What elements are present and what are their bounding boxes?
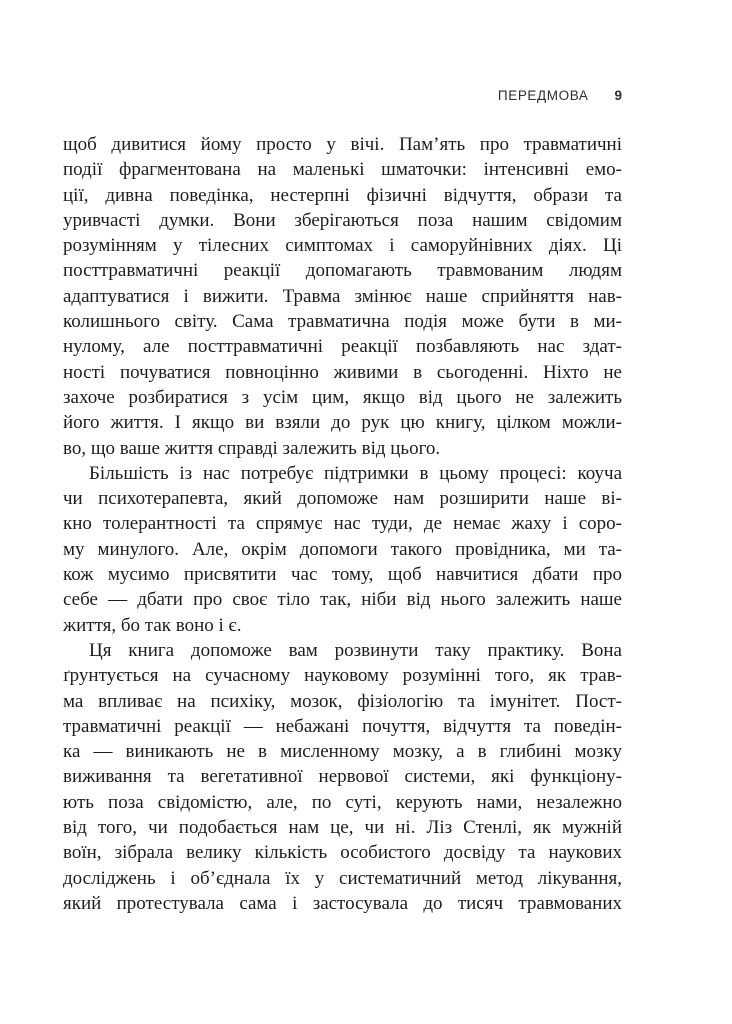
paragraph [63, 638, 622, 916]
text-line: Більшість із нас потребує підтримки в цьому процесі: коуча [89, 462, 622, 484]
text-line: воїн, зібрала велику кількість особистого досвіду та наукових [63, 842, 622, 864]
text-line: життя, бо так воно і є. [63, 614, 242, 636]
text-line: його життя. І якщо ви взяли до рук цю книгу, цілком можли- [63, 412, 622, 434]
text-line: ґрунтується на сучасному науковому розумінні того, як трав- [63, 665, 622, 687]
text-line: який протестувала сама і застосувала до тисяч травмованих [63, 892, 622, 914]
text-line: му минулого. Але, окрім допомоги такого провідника, ми та- [63, 538, 622, 560]
paragraph [63, 132, 622, 461]
text-line: уривчасті думки. Вони зберігаються поза нашим свідомим [63, 209, 622, 231]
text-line: адаптуватися і вижити. Травма змінює наше сприйняття нав- [63, 285, 622, 307]
text-line: во, що ваше життя справді залежить від цього. [63, 437, 441, 459]
text-line: події фрагментована на маленькі шматочки: інтенсивні емо- [63, 159, 622, 181]
text-line: ють поза свідомістю, але, по суті, керують нами, незалежно [63, 791, 622, 813]
text-line: ка — виникають не в мисленному мозку, а в глибині мозку [63, 741, 622, 763]
text-line: кно толерантності та спрямує нас туди, де немає жаху і соро- [63, 513, 622, 535]
text-line: захоче розбиратися з усім цим, якщо від цього не залежить [63, 386, 622, 408]
text-line: Ця книга допоможе вам розвинути таку практику. Вона [89, 639, 622, 661]
page-number: 9 [614, 88, 622, 103]
text-line: колишнього світу. Сама травматична подія може бути в ми- [63, 311, 622, 333]
text-line: виживання та вегетативної нервової системи, які функціону- [63, 766, 622, 788]
text-line: щоб дивитися йому просто у вічі. Пам’ять про травматичні [63, 134, 622, 155]
text-line: розумінням у тілесних симптомах і саморуйнівних діях. Ці [63, 235, 622, 257]
paragraph [63, 461, 622, 638]
text-line: себе — дбати про своє тіло так, ніби від нього залежить наше [63, 589, 622, 611]
text-line: посттравматичні реакції допомагають травмованим людям [63, 260, 622, 282]
text-line: ності почуватися повноцінно живими в сьогоденні. Ніхто не [63, 361, 622, 383]
text-line: кож мусимо присвятити час тому, щоб навчитися дбати про [63, 564, 622, 586]
section-title: ПЕРЕДМОВА [497, 88, 589, 103]
text-line: нулому, але посттравматичні реакції позбавляють нас здат- [63, 336, 622, 358]
text-line: ма впливає на психіку, мозок, фізіологію та імунітет. Пост- [63, 690, 622, 712]
text-block [63, 132, 622, 916]
text-line: ції, дивна поведінка, нестерпні фізичні відчуття, образи та [63, 184, 622, 206]
text-line: чи психотерапевта, який допоможе нам розширити наше ві- [63, 488, 622, 510]
running-header [63, 88, 622, 103]
text-line: досліджень і об’єднала їх у систематичний метод лікування, [63, 867, 622, 889]
text-line: від того, чи подобається нам це, чи ні. Ліз Стенлі, як мужній [63, 817, 622, 839]
text-line: травматичні реакції — небажані почуття, відчуття та поведін- [63, 715, 622, 737]
